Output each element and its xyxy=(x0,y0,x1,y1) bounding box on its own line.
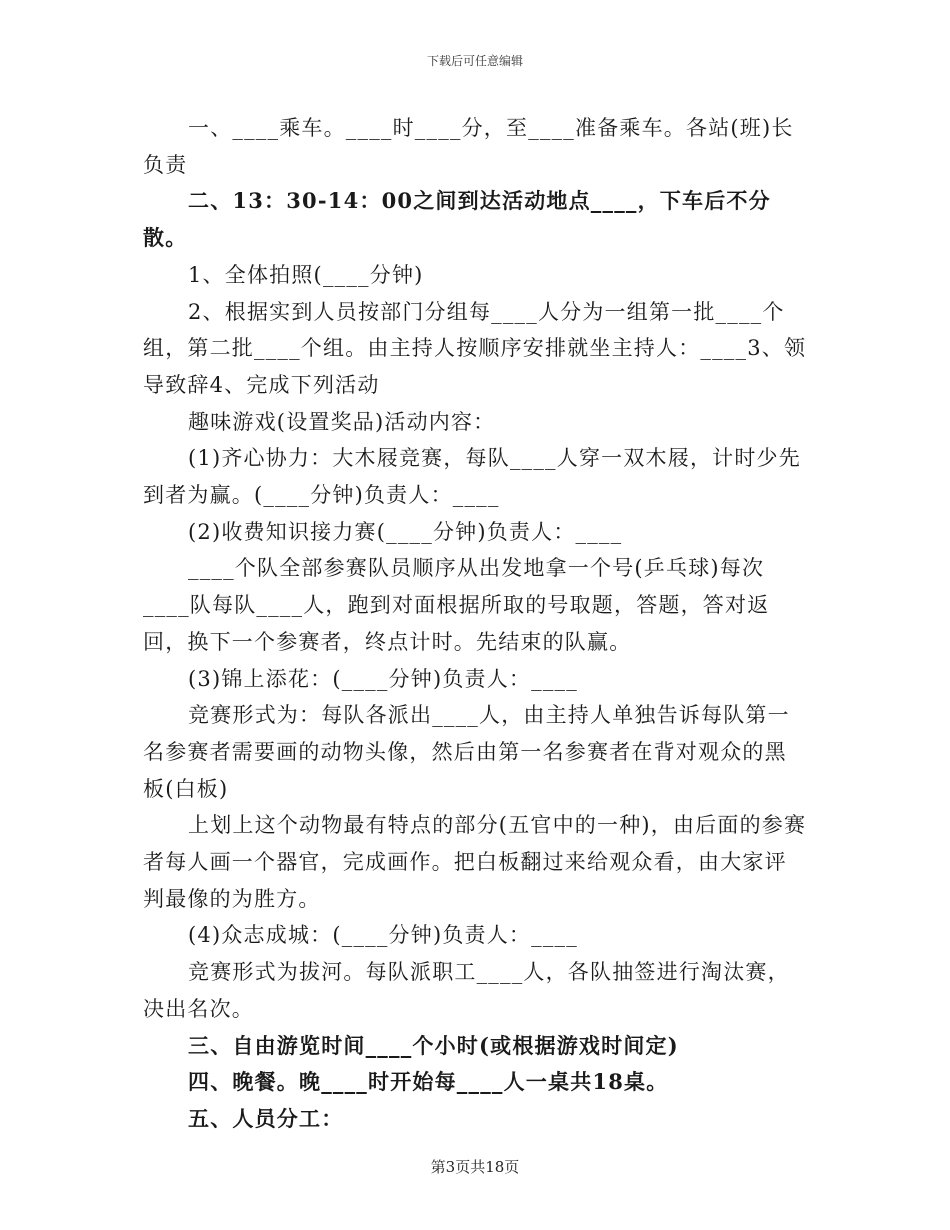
paragraph: 上划上这个动物最有特点的部分(五官中的一种)，由后面的参赛者每人画一个器官，完成画作。把白板翻过来给观众看，由大家评判最像的为胜方。 xyxy=(143,813,807,911)
paragraph: (1)齐心协力：大木屐竞赛，每队____人穿一双木屐，计时少先到者为赢。(____分钟)负责人：____ xyxy=(143,446,801,508)
paragraph: 二、13：30-14：00之间到达活动地点____，下车后不分散。 xyxy=(143,188,771,251)
document-body xyxy=(143,110,808,1138)
paragraph: 四、晚餐。晚____时开始每____人一桌共18桌。 xyxy=(188,1069,669,1095)
page-footer: 第3页共18页 xyxy=(430,1158,520,1176)
paragraph: ____个队全部参赛队员顺序从出发地拿一个号(乒乓球)每次____队每队____人，跑到对面根据所取的号取题，答题，答对返回，换下一个参赛者，终点计时。先结束的队赢。 xyxy=(143,556,770,654)
paragraph: (2)收费知识接力赛(____分钟)负责人：____ xyxy=(188,519,623,544)
paragraph: 趣味游戏(设置奖品)活动内容： xyxy=(188,409,496,434)
page-header: 下载后可任意编辑 xyxy=(426,54,523,68)
paragraph: (3)锦上添花：(____分钟)负责人：____ xyxy=(188,666,578,691)
paragraph: 三、自由游览时间____个小时(或根据游戏时间定) xyxy=(188,1032,679,1058)
paragraph: 竞赛形式为：每队各派出____人，由主持人单独告诉每队第一名参赛者需要画的动物头像，然后由第一名参赛者在背对观众的黑板(白板) xyxy=(143,703,790,801)
paragraph: 五、人员分工： xyxy=(188,1105,344,1131)
paragraph: 一、____乘车。____时____分，至____准备乘车。各站(班)长负责 xyxy=(143,116,794,177)
paragraph: 竞赛形式为拔河。每队派职工____人，各队抽签进行淘汰赛，决出名次。 xyxy=(143,960,790,1021)
paragraph: (4)众志成城：(____分钟)负责人：____ xyxy=(188,923,578,948)
paragraph: 2、根据实到人员按部门分组每____人分为一组第一批____个组，第二批____个组。由主持人按顺序安排就坐主持人：____3、领导致辞4、完成下列活动 xyxy=(143,299,807,397)
paragraph: 1、全体拍照(____分钟) xyxy=(188,262,424,287)
